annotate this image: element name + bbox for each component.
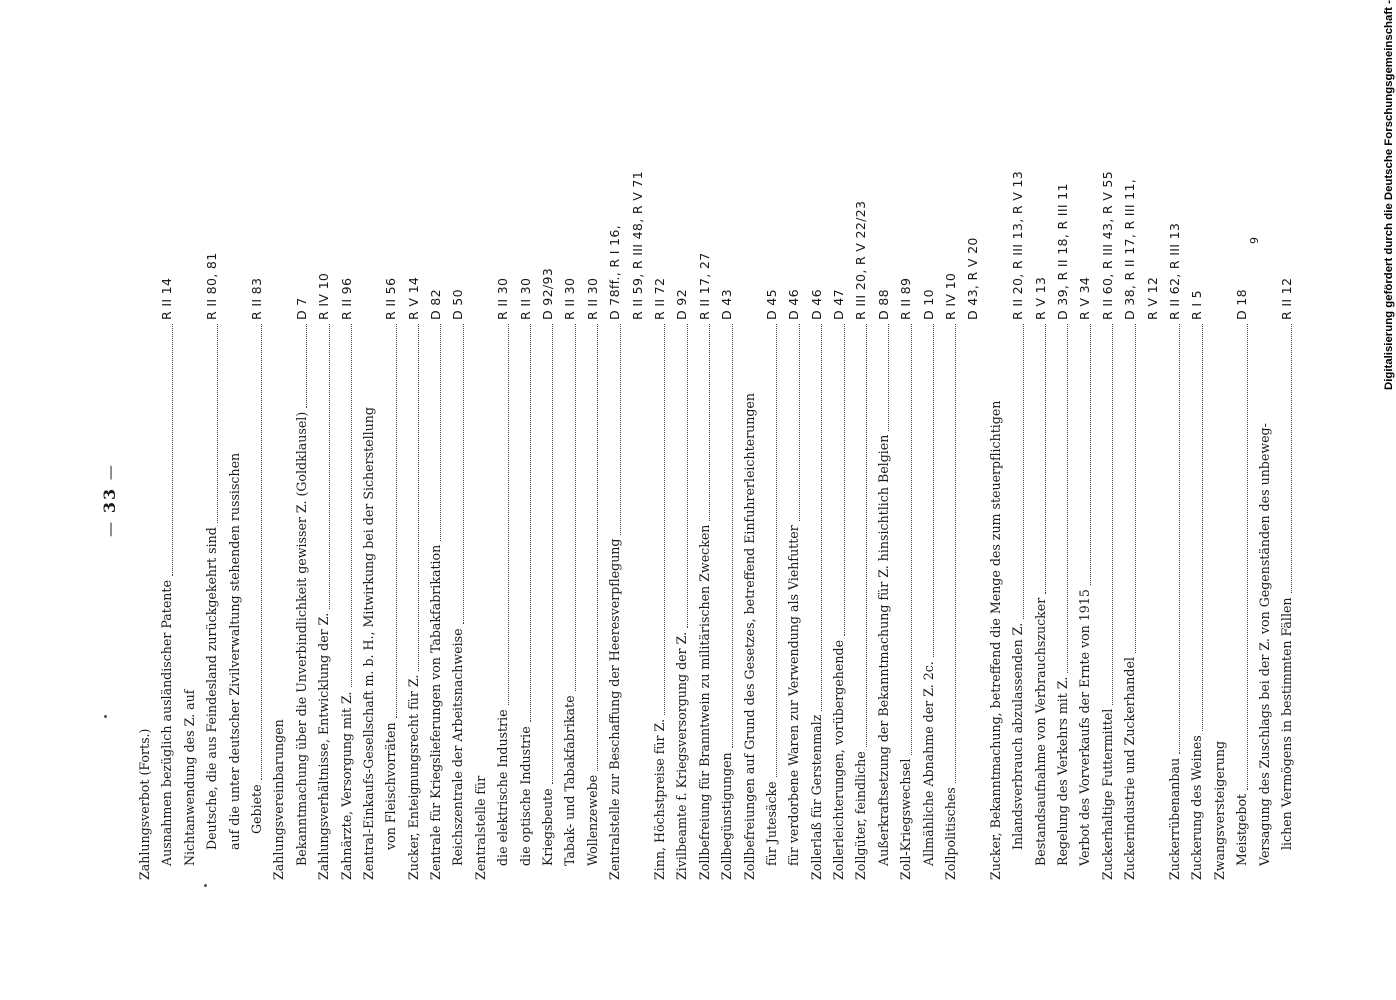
index-entry xyxy=(671,120,693,880)
dot-leader xyxy=(1247,324,1248,790)
dot-leader xyxy=(597,324,598,771)
entry-reference: D 45 xyxy=(763,289,779,320)
entry-text: für Jutesäcke xyxy=(763,781,779,866)
entry-text: Bekanntmachung über die Unverbindlichkeit gewisser Z. (Goldklausel) xyxy=(293,411,309,866)
dot-leader xyxy=(664,324,665,715)
dot-leader xyxy=(799,324,800,521)
entry-text: Zuckerindustrie und Zuckerhandel xyxy=(1122,657,1138,880)
entry-text: Wollenzewebe xyxy=(584,774,600,866)
dfg-watermark xyxy=(1382,0,1396,390)
dot-leader xyxy=(1202,324,1203,731)
index-entry xyxy=(1074,120,1096,880)
entry-reference: R V 14 xyxy=(405,276,421,320)
index-entry xyxy=(895,120,917,880)
entry-reference: D 88 xyxy=(875,289,891,320)
entry-text: Zuckerung des Weines xyxy=(1189,735,1205,880)
dot-leader xyxy=(508,324,509,705)
dot-leader xyxy=(261,324,262,780)
entry-text: Zentralstelle für xyxy=(472,775,488,880)
index-entry xyxy=(403,120,425,880)
index-entry xyxy=(156,120,178,880)
entry-text: Zentralstelle zur Beschaffung der Heeresverpflegung xyxy=(607,538,623,880)
index-entry xyxy=(492,120,514,880)
dot-leader xyxy=(530,324,531,722)
dot-leader xyxy=(396,324,397,718)
entry-reference: D 46 xyxy=(808,289,824,320)
scan-speck xyxy=(104,715,107,718)
entry-text: Zahlungsvereinbarungen xyxy=(271,719,287,880)
entry-reference: D 92 xyxy=(674,289,690,320)
entry-reference: D 50 xyxy=(450,289,466,320)
entry-text: Zollbefreiung für Branntwein zu militärischen Zwecken xyxy=(696,524,712,880)
entry-text: Tabak- und Tabakfabrikate xyxy=(562,695,578,866)
entry-reference: R II 12 xyxy=(1278,277,1294,320)
index-entry xyxy=(268,120,290,880)
dot-leader xyxy=(888,324,889,431)
dot-leader xyxy=(821,324,822,711)
entry-text: Deutsche, die aus Feindesland zurückgekehrt sind xyxy=(204,527,220,850)
index-entry xyxy=(918,120,940,880)
entry-text: Zahlungsverbot (Forts.) xyxy=(136,728,152,880)
entry-reference: R IV 10 xyxy=(943,272,959,320)
entry-reference: R II 17, 27 xyxy=(696,252,712,320)
index-entry xyxy=(1030,120,1052,880)
index-entry xyxy=(873,120,895,880)
index-entry xyxy=(246,120,268,880)
entry-text: Kriegsbeute xyxy=(540,788,556,866)
index-entry xyxy=(627,120,649,880)
index-entry xyxy=(179,120,201,880)
dot-leader xyxy=(776,324,777,777)
entry-text: Zollerlaß für Gerstenmalz xyxy=(808,714,824,880)
page-number: 33 xyxy=(100,486,119,514)
entry-reference: R II 72 xyxy=(651,277,667,320)
index-entry xyxy=(336,120,358,880)
entry-text: Inlandsverbrauch abzulassenden Z. xyxy=(1010,622,1026,850)
entry-text: Zahlungsverhältnisse, Entwicklung der Z. xyxy=(316,612,332,880)
index-entry xyxy=(716,120,738,880)
entry-text: Regelung des Verkehrs mit Z. xyxy=(1055,676,1070,866)
signature-mark: 9 xyxy=(1248,237,1261,244)
index-entry xyxy=(358,120,380,880)
entry-reference: D 47 xyxy=(831,289,847,320)
entry-reference: D 39, R II 18, R III 11 xyxy=(1055,183,1070,320)
entry-text: Meistgebot xyxy=(1234,793,1250,866)
entry-reference: D 43 xyxy=(719,289,735,320)
entry-reference: R II 30 xyxy=(584,277,600,320)
dot-leader xyxy=(217,324,218,523)
index-entry xyxy=(582,120,604,880)
dot-leader xyxy=(687,324,688,628)
index-entry xyxy=(537,120,559,880)
entry-text: Zuckerhaltige Futtermittel xyxy=(1099,708,1115,880)
entry-reference: R V 34 xyxy=(1077,276,1093,320)
dot-leader xyxy=(575,324,576,691)
entry-text: Zivilbeamte f. Kriegsversorgung der Z. xyxy=(674,631,690,880)
entry-text: Zwangsversteigerung xyxy=(1211,740,1227,880)
index-entry xyxy=(851,120,873,880)
index-entry xyxy=(761,120,783,880)
index-entry xyxy=(201,120,223,880)
entry-text: Zinn, Höchstpreise für Z. xyxy=(651,718,667,880)
page-header xyxy=(100,120,119,880)
dot-leader xyxy=(1135,324,1136,653)
index-entry xyxy=(694,120,716,880)
entry-text: Zucker, Bekanntmachung, betreffend die Menge des zum steuerpflichtigen xyxy=(987,400,1003,880)
entry-reference: R II 59, R III 48, R V 71 xyxy=(629,170,645,320)
index-list xyxy=(134,120,1298,880)
dot-leader xyxy=(1112,324,1113,705)
entry-reference: R II 89 xyxy=(898,277,914,320)
dot-leader xyxy=(1090,324,1091,585)
entry-reference: R V 12 xyxy=(1144,276,1160,320)
entry-text: auf die unter deutscher Zivilverwaltung stehenden russischen xyxy=(226,452,242,850)
index-entry xyxy=(739,120,761,880)
index-entry xyxy=(1119,120,1141,880)
dot-leader xyxy=(172,324,173,576)
index-entry xyxy=(940,120,962,880)
entry-reference: R II 60, R III 43, R V 55 xyxy=(1099,170,1115,320)
dot-leader xyxy=(1179,324,1180,754)
dot-leader xyxy=(1067,324,1068,673)
index-entry xyxy=(515,120,537,880)
entry-reference: D 43, R V 20 xyxy=(965,237,981,320)
entry-reference: D 18 xyxy=(1234,289,1250,320)
index-entry xyxy=(559,120,581,880)
dot-leader xyxy=(1045,324,1046,594)
entry-text: Zentral-Einkaufs-Gesellschaft m. b. H., Mitwirkung bei der Sicherstellung xyxy=(360,407,376,880)
entry-reference: R II 62, R III 13 xyxy=(1166,222,1182,320)
entry-text: von Fleischvorräten xyxy=(383,722,399,850)
entry-reference: R II 56 xyxy=(383,277,399,320)
index-entry xyxy=(1186,120,1208,880)
dot-leader xyxy=(866,324,867,747)
entry-reference: R III 20, R V 22/23 xyxy=(853,200,869,320)
entry-text: die elektrische Industrie xyxy=(495,709,511,866)
entry-text: Bestandsaufnahme von Verbrauchszucker xyxy=(1032,597,1048,866)
entry-reference: R I 5 xyxy=(1189,290,1205,320)
index-entry xyxy=(1209,120,1231,880)
index-entry xyxy=(828,120,850,880)
entry-text: Zucker, Enteignungsrecht für Z. xyxy=(405,674,421,880)
header-dash-left: — xyxy=(101,519,119,537)
dot-leader xyxy=(329,324,330,609)
entry-text: Zoll-Kriegswechsel xyxy=(898,758,914,880)
index-entry xyxy=(649,120,671,880)
entry-reference: D 7 xyxy=(293,297,309,320)
entry-reference: D 46 xyxy=(786,289,802,320)
entry-text: Allmähliche Abnahme der Z. 2c. xyxy=(920,661,936,866)
entry-reference: R II 96 xyxy=(338,277,354,320)
entry-text: Ausnahmen bezüglich ausländischer Patente xyxy=(159,580,175,866)
dot-leader xyxy=(933,324,934,657)
dot-leader xyxy=(306,324,307,408)
entry-reference: R II 14 xyxy=(159,277,175,320)
entry-reference: R IV 10 xyxy=(316,272,332,320)
index-entry xyxy=(380,120,402,880)
entry-text: Zollerleichterungen, vorübergehende xyxy=(831,640,847,880)
dot-leader xyxy=(709,324,710,521)
dot-leader xyxy=(1023,324,1024,619)
entry-reference: D 38, R II 17, R III 11, xyxy=(1122,178,1138,320)
index-entry xyxy=(470,120,492,880)
index-entry xyxy=(806,120,828,880)
index-entry xyxy=(447,120,469,880)
index-entry xyxy=(962,120,984,880)
index-entry xyxy=(1142,120,1164,880)
entry-text: Verbot des Vorverkaufs der Ernte von 1915 xyxy=(1077,589,1093,866)
entry-text: Zahnärzte, Versorgung mit Z. xyxy=(338,691,354,880)
index-entry xyxy=(425,120,447,880)
index-entry xyxy=(783,120,805,880)
index-entry xyxy=(1097,120,1119,880)
dot-leader xyxy=(955,324,956,783)
entry-text: lichen Vermögens in bestimmten Fällen xyxy=(1278,597,1294,850)
entry-text: Gebiete xyxy=(248,784,264,834)
dot-leader xyxy=(418,324,419,671)
entry-reference: D 92/93 xyxy=(540,267,556,320)
entry-text: die optische Industrie xyxy=(517,726,533,866)
entry-reference: R II 20, R III 13, R V 13 xyxy=(1010,170,1026,320)
index-entry xyxy=(134,120,156,880)
entry-reference: D 10 xyxy=(920,289,936,320)
entry-reference: R V 13 xyxy=(1032,276,1048,320)
index-page xyxy=(100,120,1294,880)
dot-leader xyxy=(911,324,912,755)
index-entry xyxy=(1254,120,1276,880)
entry-reference: R II 30 xyxy=(495,277,511,320)
header-dash-right: — xyxy=(101,463,119,481)
entry-text: Zollgüter, feindliche xyxy=(853,751,869,880)
entry-text: Zentrale für Kriegslieferungen von Tabakfabrikation xyxy=(428,544,444,880)
index-entry xyxy=(1164,120,1186,880)
dot-leader xyxy=(732,324,733,748)
entry-reference: R II 83 xyxy=(248,277,264,320)
index-entry xyxy=(224,120,246,880)
entry-text: für verdorbene Waren zur Verwendung als Viehfutter xyxy=(786,525,802,866)
dot-leader xyxy=(463,324,464,624)
entry-reference: R II 30 xyxy=(517,277,533,320)
index-entry xyxy=(1231,120,1253,880)
dot-leader xyxy=(440,324,441,541)
dot-leader xyxy=(1291,324,1292,593)
index-entry xyxy=(604,120,626,880)
watermark-text: Digitalisierung gefördert durch die Deutsche Forschungsgemeinschaft - xyxy=(1383,0,1395,390)
index-entry xyxy=(1007,120,1029,880)
entry-reference: D 78ff., R I 16, xyxy=(607,225,623,320)
dot-leader xyxy=(351,324,352,687)
dot-leader xyxy=(552,324,553,784)
entry-text: Zollbegünstigungen xyxy=(719,752,735,880)
index-entry xyxy=(313,120,335,880)
index-entry xyxy=(985,120,1007,880)
entry-reference: R II 80, 81 xyxy=(204,252,220,320)
index-entry xyxy=(291,120,313,880)
entry-reference: R II 30 xyxy=(562,277,578,320)
index-entry xyxy=(1052,120,1074,880)
entry-text: Versagung des Zuschlags bei der Z. von Gegenständen des unbeweg- xyxy=(1256,423,1272,866)
dot-leader xyxy=(844,324,845,636)
entry-text: Nichtanwendung des Z. auf xyxy=(181,689,197,866)
scan-speck xyxy=(204,884,207,887)
entry-text: Zollpolitisches xyxy=(943,787,959,880)
entry-text: Außerkraftsetzung der Bekanntmachung für Z. hinsichtlich Belgien xyxy=(875,434,891,866)
index-entry xyxy=(1276,120,1298,880)
dot-leader xyxy=(620,324,621,535)
entry-text: Zollbefreiungen auf Grund des Gesetzes, betreffend Einfuhrerleichterungen xyxy=(741,393,757,880)
entry-text: Reichszentrale der Arbeitsnachweise xyxy=(450,628,466,866)
entry-reference: D 82 xyxy=(428,289,444,320)
entry-text: Zuckerrübenanbau xyxy=(1166,757,1182,880)
